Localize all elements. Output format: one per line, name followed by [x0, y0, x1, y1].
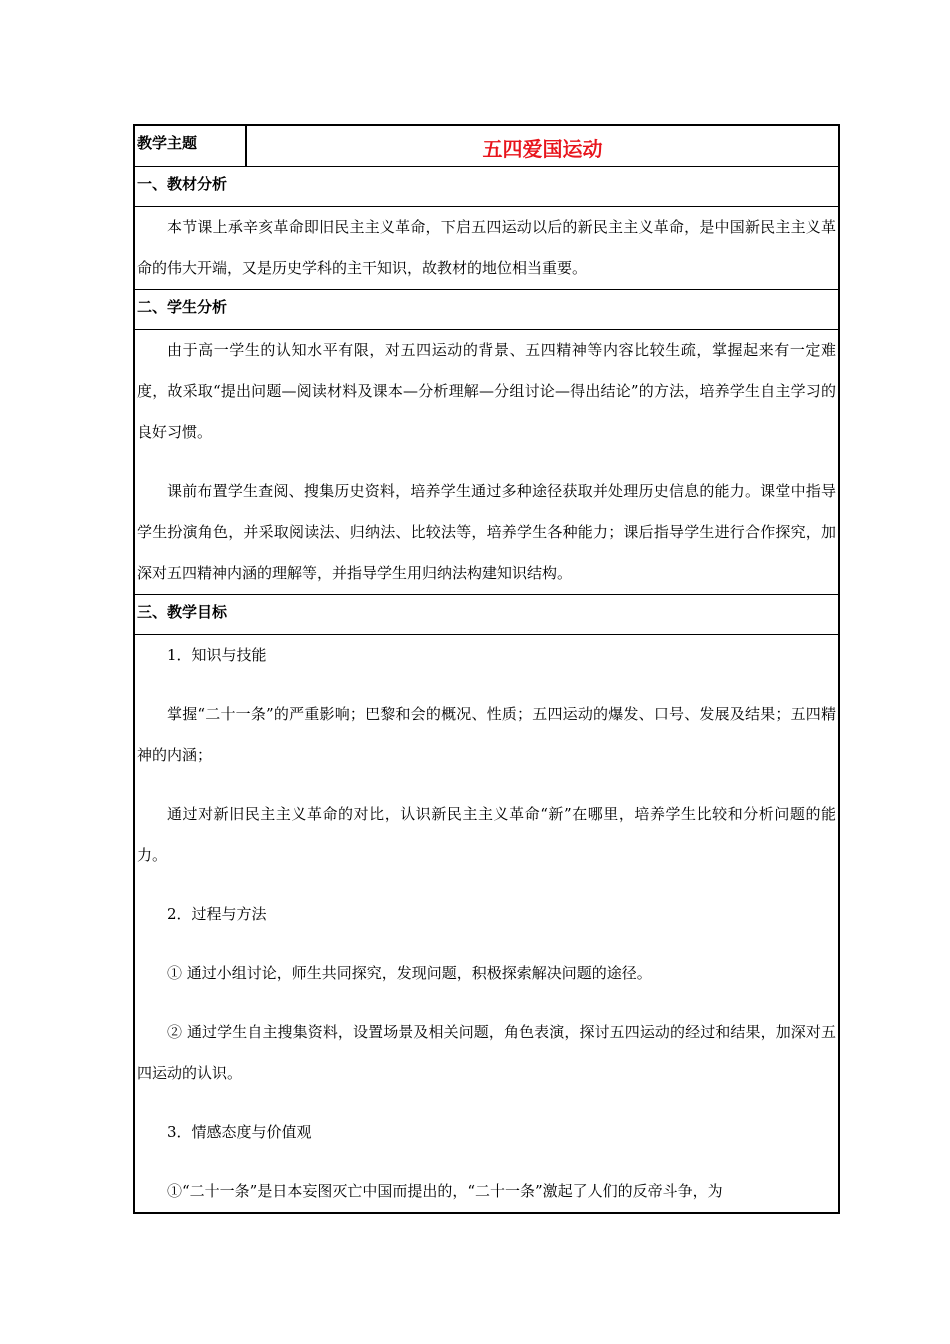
section-heading-goals: 三、教学目标 [135, 595, 838, 635]
section-body-goals [135, 635, 838, 1212]
material-paragraph: 本节课上承辛亥革命即旧民主主义革命，下启五四运动以后的新民主主义革命，是中国新民主主义革命的伟大开端，又是历史学科的主干知识，故教材的地位相当重要。 [137, 218, 836, 277]
topic-title: 五四爱国运动 [482, 137, 603, 161]
goal-method-heading: 2．过程与方法 [167, 905, 267, 923]
goal-emotion-heading: 3．情感态度与价值观 [167, 1123, 312, 1141]
goal-knowledge-paragraph-1: 掌握“二十一条”的严重影响；巴黎和会的概况、性质；五四运动的爆发、口号、发展及结果；五四精神的内涵； [137, 705, 836, 764]
goal-method-paragraph-2: ② 通过学生自主搜集资料，设置场景及相关问题，角色表演，探讨五四运动的经过和结果，加深对五四运动的认识。 [137, 1023, 836, 1082]
topic-row [135, 126, 838, 167]
section-body-material [135, 207, 838, 290]
topic-label: 教学主题 [135, 126, 247, 166]
section-heading-student: 二、学生分析 [135, 290, 838, 330]
student-paragraph-2: 课前布置学生查阅、搜集历史资料，培养学生通过多种途径获取并处理历史信息的能力。课堂中指导学生扮演角色，并采取阅读法、归纳法、比较法等，培养学生各种能力；课后指导学生进行合作探究，加深对五四精神内涵的理解等，并指导学生用归纳法构建知识结构。 [137, 482, 836, 582]
goal-emotion-paragraph-1: ①“二十一条”是日本妄图灭亡中国而提出的，“二十一条”激起了人们的反帝斗争，为 [167, 1182, 723, 1200]
goal-knowledge-paragraph-2: 通过对新旧民主主义革命的对比，认识新民主主义革命“新”在哪里，培养学生比较和分析问题的能力。 [137, 805, 836, 864]
lesson-plan-table [133, 124, 840, 1214]
section-heading-material: 一、教材分析 [135, 167, 838, 207]
goal-knowledge-heading: 1．知识与技能 [167, 646, 267, 664]
student-paragraph-1: 由于高一学生的认知水平有限，对五四运动的背景、五四精神等内容比较生疏，掌握起来有一定难度，故采取“提出问题—阅读材料及课本—分析理解—分组讨论—得出结论”的方法，培养学生自主学习的良好习惯。 [137, 341, 836, 441]
section-body-student [135, 330, 838, 595]
goal-method-paragraph-1: ① 通过小组讨论，师生共同探究，发现问题，积极探索解决问题的途径。 [167, 964, 652, 982]
